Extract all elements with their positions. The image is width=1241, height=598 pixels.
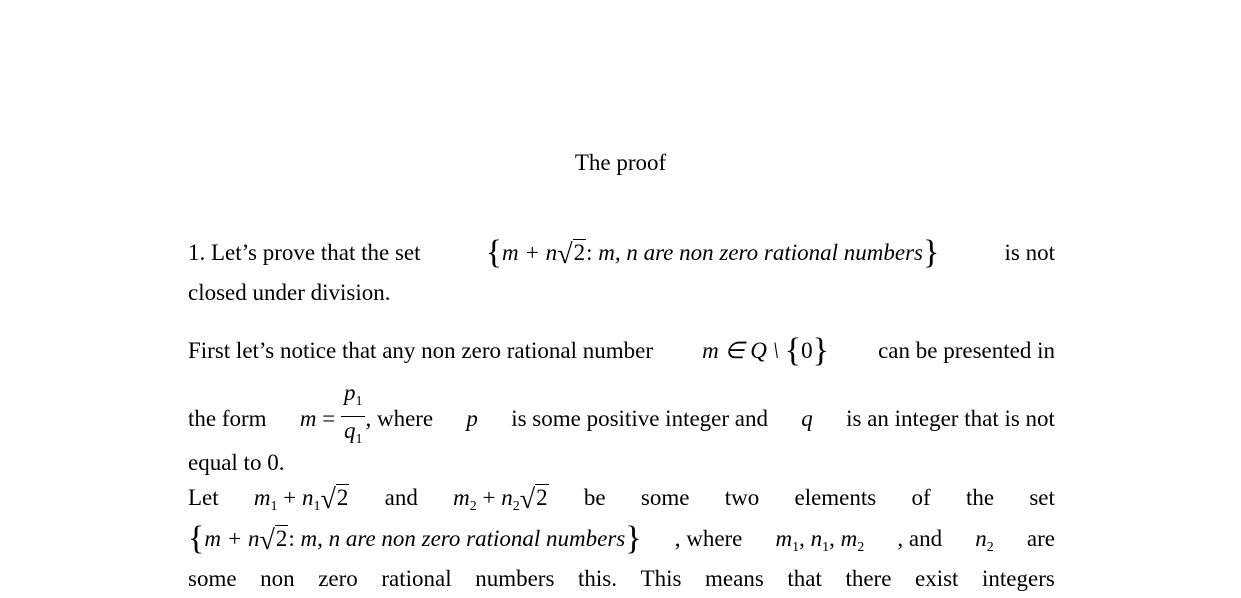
text-segment: First let’s notice that any non zero rational number (188, 338, 653, 363)
text-segment: is an integer that is not (846, 405, 1055, 431)
text-segment: , and (897, 526, 943, 551)
math-set-expression: {m + n√2: m, n are non zero rational numbers} (485, 234, 940, 271)
word: This (640, 566, 682, 591)
word: that (787, 566, 822, 591)
paragraph-line-5: equal to 0. (188, 450, 285, 475)
paragraph-line-3 (188, 332, 1055, 369)
word: two (724, 485, 760, 510)
word: zero (318, 566, 358, 591)
math-fraction-expression: m = $\frac{p_1}{q_1}$ , where (299, 380, 434, 447)
paragraph-line-6 (188, 483, 1055, 522)
text-segment: , where (365, 405, 434, 431)
math-variable-q: q (801, 405, 813, 431)
word: rational (381, 566, 452, 591)
page-title: The proof (574, 150, 667, 175)
word: there (845, 566, 892, 591)
math-element-1: $m_1 + n_1√2$ (253, 484, 349, 515)
text-segment: , where (674, 526, 743, 551)
text-segment: 1. Let’s prove that the set (188, 240, 421, 265)
word: some (188, 566, 237, 591)
set-description: m, n are non zero rational numbers (598, 240, 923, 265)
word: integers (982, 566, 1055, 591)
text-segment: is some positive integer and (511, 405, 768, 431)
text-segment: the form (188, 405, 267, 431)
word: Let (188, 485, 219, 510)
word: this. (578, 566, 617, 591)
text-segment: are (1026, 526, 1055, 551)
word: numbers (475, 566, 555, 591)
paragraph-line-8 (188, 564, 1055, 594)
word: exist (915, 566, 959, 591)
math-element-2: $m_2 + n_2√2$ (453, 484, 548, 515)
set-description: m, n are non zero rational numbers (300, 526, 626, 551)
math-set-expression: {m + n√2: m, n are non zero rational numbers} (188, 520, 642, 557)
paragraph-line-1 (188, 234, 1055, 271)
math-variable-p: p (466, 405, 478, 431)
text-segment: is not (1004, 240, 1055, 265)
math-variable-list: $m_1$, $n_1$, $m_2$ (775, 526, 865, 555)
math-variable-n2: $n_2$ (975, 526, 994, 555)
math-membership: m ∈ Q \ {0} (702, 332, 829, 369)
paragraph-line-4 (188, 380, 1055, 458)
paragraph-line-7 (188, 520, 1055, 563)
word: means (705, 566, 764, 591)
word: be (583, 485, 606, 510)
word: some (640, 485, 690, 510)
word: non (260, 566, 295, 591)
word: elements (794, 485, 877, 510)
word: and (384, 485, 418, 510)
paragraph-line-2: closed under division. (188, 280, 391, 305)
word: set (1029, 485, 1055, 510)
text-segment: can be presented in (878, 338, 1055, 363)
word: the (965, 485, 995, 510)
word: of (911, 485, 931, 510)
